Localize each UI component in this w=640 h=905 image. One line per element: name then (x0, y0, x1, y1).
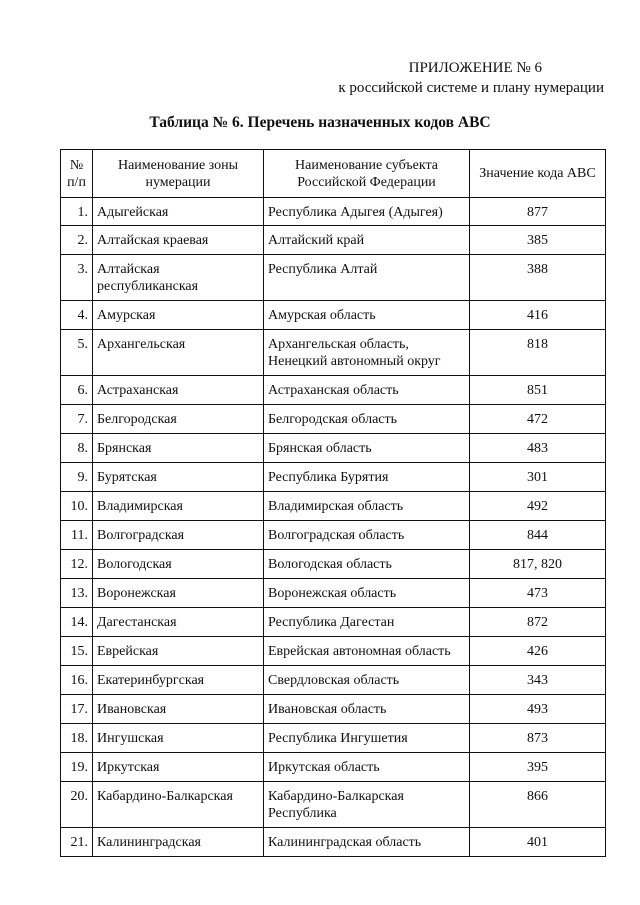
abc-code: 472 (470, 405, 606, 434)
header-zone: Наименование зоны нумерации (93, 150, 264, 198)
row-number: 10. (61, 492, 93, 521)
abc-code: 395 (470, 753, 606, 782)
subject-name: Белгородская область (264, 405, 470, 434)
subject-name: Ивановская область (264, 695, 470, 724)
subject-name: Республика Ингушетия (264, 724, 470, 753)
zone-name: Алтайская краевая (93, 226, 264, 255)
subject-name: Свердловская область (264, 666, 470, 695)
row-number: 1. (61, 198, 93, 226)
zone-name: Екатеринбургская (93, 666, 264, 695)
zone-name: Бурятская (93, 463, 264, 492)
abc-code: 851 (470, 376, 606, 405)
table-row (61, 463, 606, 492)
row-number: 14. (61, 608, 93, 637)
abc-codes-table (60, 149, 606, 857)
zone-name: Воронежская (93, 579, 264, 608)
zone-name: Белгородская (93, 405, 264, 434)
abc-code: 493 (470, 695, 606, 724)
appendix-title: ПРИЛОЖЕНИЕ № 6 (408, 60, 542, 76)
table-body (61, 198, 606, 857)
abc-code: 492 (470, 492, 606, 521)
subject-name: Брянская область (264, 434, 470, 463)
zone-name: Вологодская (93, 550, 264, 579)
abc-code: 416 (470, 301, 606, 330)
row-number: 2. (61, 226, 93, 255)
abc-code: 818 (470, 330, 606, 376)
row-number: 20. (61, 782, 93, 828)
table-title: Таблица № 6. Перечень назначенных кодов ABC (149, 114, 491, 131)
zone-name: Кабардино-Балкарская (93, 782, 264, 828)
row-number: 12. (61, 550, 93, 579)
subject-name: Вологодская область (264, 550, 470, 579)
abc-code: 817, 820 (470, 550, 606, 579)
zone-name: Ингушская (93, 724, 264, 753)
table-row (61, 376, 606, 405)
header-subject: Наименование субъекта Российской Федерации (264, 150, 470, 198)
abc-code: 844 (470, 521, 606, 550)
table-row (61, 226, 606, 255)
subject-name: Еврейская автономная область (264, 637, 470, 666)
zone-name: Владимирская (93, 492, 264, 521)
subject-name: Воронежская область (264, 579, 470, 608)
header-num: № п/п (61, 150, 93, 198)
zone-name: Архангельская (93, 330, 264, 376)
row-number: 21. (61, 828, 93, 857)
table-row (61, 330, 606, 376)
row-number: 16. (61, 666, 93, 695)
abc-code: 426 (470, 637, 606, 666)
abc-code: 866 (470, 782, 606, 828)
subject-name: Иркутская область (264, 753, 470, 782)
subject-name: Республика Алтай (264, 255, 470, 301)
row-number: 8. (61, 434, 93, 463)
zone-name: Брянская (93, 434, 264, 463)
subject-name: Архангельская область, Ненецкий автономный округ (264, 330, 470, 376)
table-row (61, 198, 606, 226)
zone-name: Калининградская (93, 828, 264, 857)
abc-code: 473 (470, 579, 606, 608)
table-header-row (61, 150, 606, 198)
subject-name: Волгоградская область (264, 521, 470, 550)
table-row (61, 405, 606, 434)
row-number: 18. (61, 724, 93, 753)
zone-name: Волгоградская (93, 521, 264, 550)
abc-code: 301 (470, 463, 606, 492)
table-row (61, 255, 606, 301)
row-number: 13. (61, 579, 93, 608)
row-number: 7. (61, 405, 93, 434)
subject-name: Калининградская область (264, 828, 470, 857)
row-number: 15. (61, 637, 93, 666)
table-row (61, 608, 606, 637)
table-row (61, 753, 606, 782)
zone-name: Адыгейская (93, 198, 264, 226)
table-row (61, 828, 606, 857)
header-code: Значение кода ABC (470, 150, 606, 198)
table-row (61, 550, 606, 579)
zone-name: Алтайская республиканская (93, 255, 264, 301)
subject-name: Республика Бурятия (264, 463, 470, 492)
table-row (61, 695, 606, 724)
abc-code: 388 (470, 255, 606, 301)
table-row (61, 434, 606, 463)
table-row (61, 782, 606, 828)
abc-code: 343 (470, 666, 606, 695)
row-number: 19. (61, 753, 93, 782)
subject-name: Амурская область (264, 301, 470, 330)
row-number: 3. (61, 255, 93, 301)
zone-name: Дагестанская (93, 608, 264, 637)
row-number: 11. (61, 521, 93, 550)
row-number: 5. (61, 330, 93, 376)
subject-name: Владимирская область (264, 492, 470, 521)
table-row (61, 521, 606, 550)
row-number: 6. (61, 376, 93, 405)
table-row (61, 492, 606, 521)
table-row (61, 724, 606, 753)
subject-name: Астраханская область (264, 376, 470, 405)
appendix-subtitle: к российской системе и плану нумерации (338, 80, 604, 96)
subject-name: Республика Адыгея (Адыгея) (264, 198, 470, 226)
row-number: 17. (61, 695, 93, 724)
abc-code: 877 (470, 198, 606, 226)
row-number: 4. (61, 301, 93, 330)
table-row (61, 301, 606, 330)
subject-name: Алтайский край (264, 226, 470, 255)
table-row (61, 637, 606, 666)
subject-name: Кабардино-Балкарская Республика (264, 782, 470, 828)
abc-code: 873 (470, 724, 606, 753)
zone-name: Амурская (93, 301, 264, 330)
abc-code: 483 (470, 434, 606, 463)
table-row (61, 579, 606, 608)
zone-name: Еврейская (93, 637, 264, 666)
subject-name: Республика Дагестан (264, 608, 470, 637)
abc-code: 872 (470, 608, 606, 637)
row-number: 9. (61, 463, 93, 492)
table-row (61, 666, 606, 695)
zone-name: Ивановская (93, 695, 264, 724)
abc-code: 385 (470, 226, 606, 255)
zone-name: Иркутская (93, 753, 264, 782)
abc-code: 401 (470, 828, 606, 857)
zone-name: Астраханская (93, 376, 264, 405)
